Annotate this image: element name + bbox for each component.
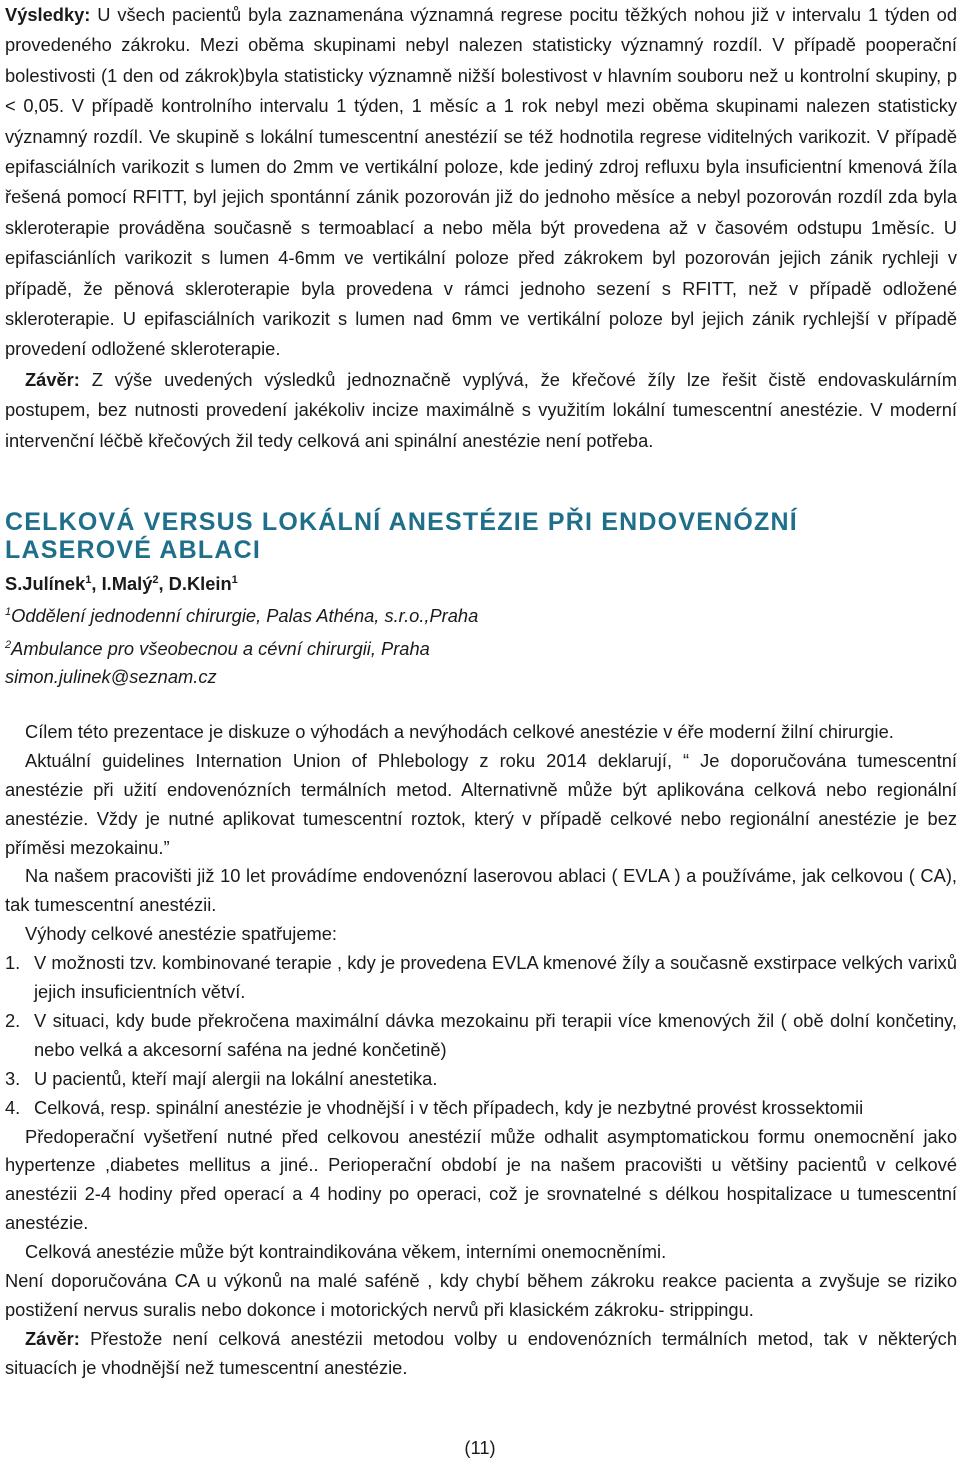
list-item [5, 949, 957, 1007]
article-title-line-2: LASEROVÉ ABLACI [5, 536, 261, 565]
list-item [5, 1094, 957, 1123]
affiliation-2 [5, 631, 957, 664]
conclusion-paragraph [5, 365, 957, 456]
results-text: U všech pacientů byla zaznamenána významná regrese pocitu těžkých nohou již v intervalu 1 týden od provedeného zákroku. Mezi oběma skupinami nebyl nalezen statisticky významný rozdíl. V případě pooperační bolestivosti (1 den od zákrok)byla statisticky významně nižší bolestivost v hlavním souboru než u kontrolní skupiny, p < 0,05. V případě kontrolního intervalu 1 týden, 1 měsíc a 1 rok nebyl mezi oběma skupinami nalezen statisticky významný rozdíl. Ve skupině s lokální tumescentní anestézií se též hodnotila regrese viditelných varikozit. V případě epifasciálních varikozit s lumen do 2mm ve vertikální poloze, kde jediný zdroj refluxu byla insuficientní kmenová žíla řešená pomocí RFITT, byl jejich spontánní zánik pozorován již do jednoho měsíce a nebyl pozorován rozdíl zda byla skleroterapie prováděna současně s termoablací a nebo měla být provedena až v časovém odstupu 1měsíc. U epifasciánlích varikozit s lumen 4-6mm ve vertikální poloze před zákrokem byl pozorován jejich zánik rychleji v případě, že pěnová skleroterapie byla provedena v rámci jednoho sezení s RFITT, než v případě odložené skleroterapie. U epifasciálních varikozit s lumen nad 6mm ve vertikální poloze byl jejich zánik rychlejší v případě provedení odložené skleroterapie. [5, 4, 957, 360]
affiliation-text: Oddělení jednodenní chirurgie, Palas Athéna, s.r.o.,Praha [11, 605, 479, 627]
results-label: Výsledky: [5, 4, 91, 25]
body-paragraph-aim: Cílem této prezentace je diskuze o výhodách a nevýhodách celkové anestézie v éře moderní žilní chirurgie. [25, 720, 894, 742]
author-name: S.Julínek [5, 573, 86, 595]
list-item-number: 2. [5, 1009, 21, 1031]
body-paragraph-preop: Předoperační vyšetření nutné před celkovou anestézií může odhalit asymptomatickou formu onemocnění jako hypertenze ,diabetes mellitus a jiné.. Perioperační období je na našem pracovišti u většiny pacientů v celkové anestézii 2-4 hodiny před operací a 4 hodiny po operaci, což je srovnatelné s délkou hospitalizace u tumescentní anestézie. [5, 1125, 957, 1234]
final-conclusion-paragraph [5, 1325, 957, 1383]
final-conclusion-label: Závěr: [25, 1327, 80, 1349]
list-item [5, 1007, 957, 1065]
list-item-text: V možnosti tzv. kombinované terapie , kdy je provedena EVLA kmenové žíly a současně exstirpace velkých varixů jejich insuficientních větví. [34, 952, 957, 1003]
section-spacer [5, 692, 957, 718]
author-affiliation-mark: 1 [231, 574, 238, 587]
advantages-list [5, 949, 957, 1122]
author-list [5, 566, 957, 598]
results-paragraph [5, 0, 957, 365]
author-email: simon.julinek@seznam.cz [5, 666, 217, 688]
list-item-number: 1. [5, 952, 21, 974]
author-name: , I.Malý [91, 573, 153, 595]
conclusion-label: Závěr: [25, 368, 80, 390]
list-item-text: V situaci, kdy bude překročena maximální dávka mezokainu při terapii více kmenových žil ( obě dolní končetiny, nebo velká a akcesorní saféna na jedné končetině) [34, 1009, 957, 1060]
document-page [5, 0, 957, 1383]
article-title [5, 508, 957, 564]
article-title-line-1: CELKOVÁ VERSUS LOKÁLNÍ ANESTÉZIE PŘI ENDOVENÓZNÍ [5, 508, 798, 537]
affiliation-1 [5, 598, 957, 631]
affiliation-mark: 1 [5, 606, 12, 619]
body-paragraph-contraindication: Celková anestézie může být kontraindikována věkem, interními onemocněními. [25, 1241, 667, 1263]
list-item-text: Celková, resp. spinální anestézie je vhodnější i v těch případech, kdy je nezbytné provést krossektomii [34, 1096, 864, 1118]
author-affiliation-mark: 2 [152, 574, 159, 587]
page-number: (11) [464, 1437, 496, 1458]
body-paragraph-guidelines: Aktuální guidelines Internation Union of Phlebology z roku 2014 deklarují, “ Je doporučována tumescentní anestézie při užití endovenózních termálních metod. Alternativně může být aplikována celková nebo regionální anestézie. Vždy je nutné aplikovat tumescentní roztok, který v případě celkové nebo regionální anestézie je bez příměsi mezokainu.” [5, 749, 957, 858]
author-affiliation-mark: 1 [85, 574, 92, 587]
affiliation-mark: 2 [5, 638, 12, 651]
list-item-number: 4. [5, 1096, 21, 1118]
list-item-number: 3. [5, 1067, 21, 1089]
conclusion-text: Z výše uvedených výsledků jednoznačně vyplývá, že křečové žíly lze řešit čistě endovaskulárním postupem, bez nutnosti provedení jakékoliv incize maximálně s využitím lokální tumescentní anestézie. V moderní intervenční léčbě křečových žil tedy celková ani spinální anestézie není potřeba. [5, 368, 957, 451]
body-paragraph-small-saphenous: Není doporučována CA u výkonů na malé saféně , kdy chybí během zákroku reakce pacienta a zvyšuje se riziko postižení nervus suralis nebo dokonce i motorických nervů při klasickém zákroku- strippingu. [5, 1270, 957, 1320]
final-conclusion-text: Přestože není celková anestézii metodou volby u endovenózních termálních metod, tak v některých situacích je vhodnější než tumescentní anestézie. [5, 1327, 957, 1378]
body-paragraph-practice: Na našem pracovišti již 10 let provádíme endovenózní laserovou ablaci ( EVLA ) a používáme, jak celkovou ( CA), tak tumescentní anestézii. [5, 865, 957, 916]
list-item-text: U pacientů, kteří mají alergii na lokální anestetika. [34, 1067, 438, 1089]
author-name: , D.Klein [158, 573, 232, 595]
affiliation-text: Ambulance pro všeobecnou a cévní chirurgii, Praha [11, 637, 430, 659]
list-item [5, 1065, 957, 1094]
body-paragraph-advantages-intro: Výhody celkové anestézie spatřujeme: [25, 923, 337, 945]
